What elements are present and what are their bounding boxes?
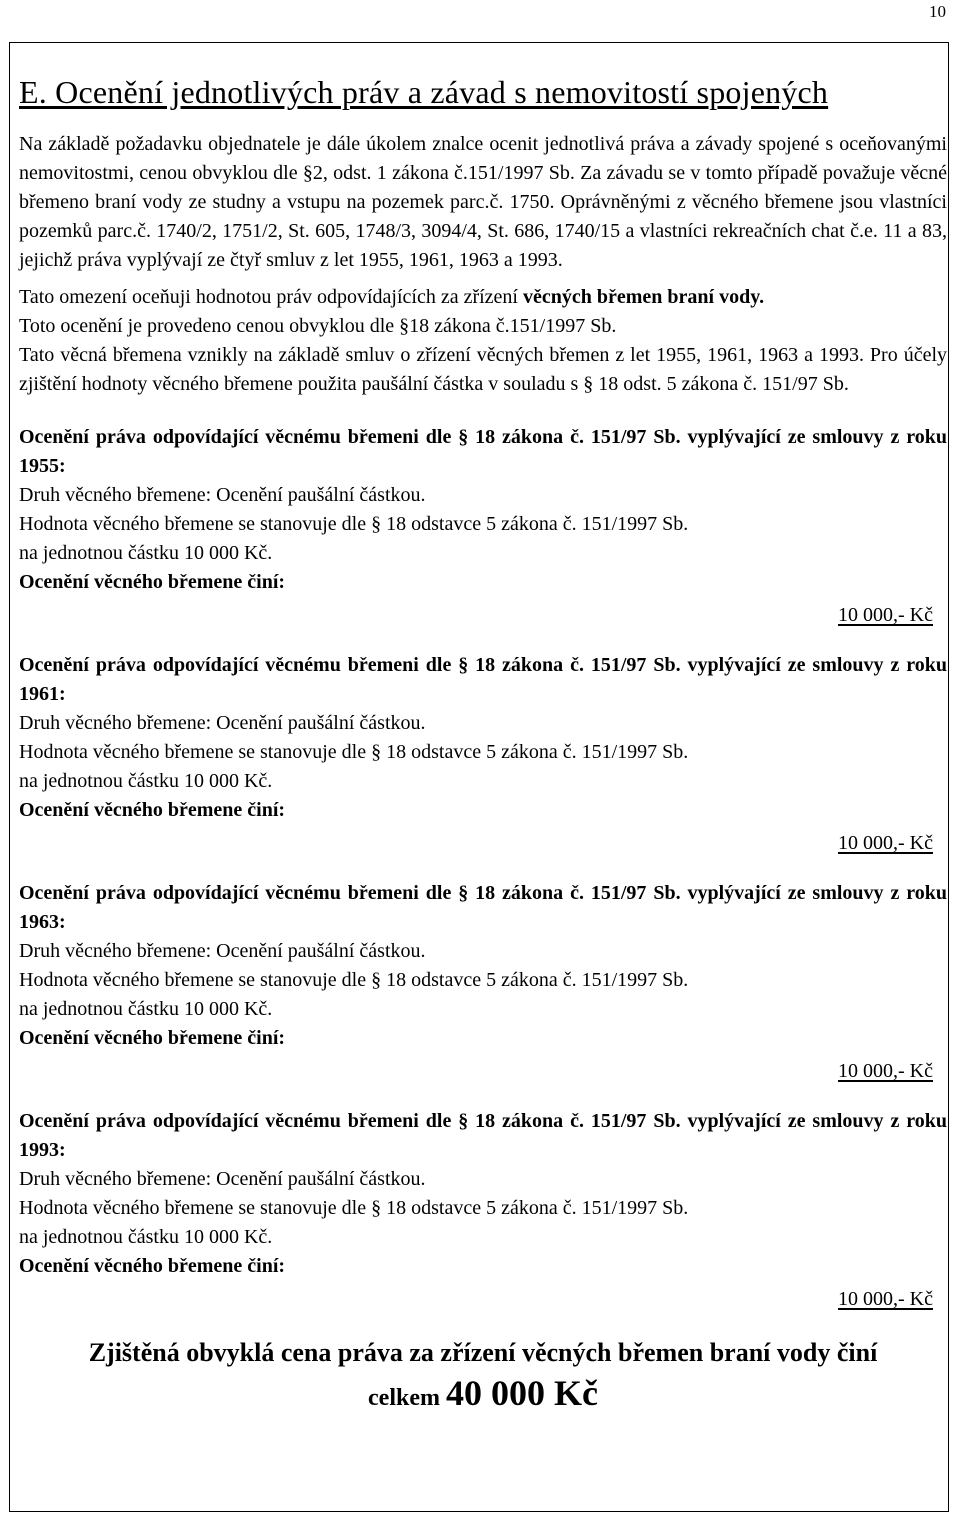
result-row [19, 601, 947, 630]
result-row [19, 1057, 947, 1086]
easement-value-basis: Hodnota věcného břemene se stanovuje dle § 18 odstavce 5 zákona č. 151/1997 Sb. [19, 969, 689, 991]
result-label: Ocenění věcného břemene činí: [19, 571, 286, 593]
intro-paragraph-2 [19, 283, 947, 312]
result-row [19, 829, 947, 858]
intro-paragraph-2-bold: věcných břemen braní vody. [522, 286, 765, 308]
easement-flat-amount: na jednotnou částku 10 000 Kč. [19, 998, 273, 1020]
intro-paragraph-1: Na základě požadavku objednatele je dále úkolem znalce ocenit jednotlivá práva a závady spojené s oceňovanými nemovitostmi, cenou obvyklou dle §2, odst. 1 zákona č.151/1997 Sb. Za závadu se v tomto případě považuje věcné břemeno braní vody ze studny a vstupu na pozemek parc.č. 1750. Oprávněnými z věcného břemene jsou vlastníci pozemků parc.č. 1740/2, 1751/2, St. 605, 1748/3, 3094/4, St. 686, 1740/15 a vlastníci rekreačních chat č.e. 11 a 83, jejichž práva vyplývají ze čtyř smluv z let 1955, 1961, 1963 a 1993. [19, 133, 947, 271]
total-prefix: celkem [368, 1385, 440, 1411]
result-row [19, 1285, 947, 1314]
valuation-section-1961 [19, 651, 947, 858]
easement-flat-amount: na jednotnou částku 10 000 Kč. [19, 770, 273, 792]
page-number: 10 [929, 2, 946, 21]
section-heading: Ocenění práva odpovídající věcnému břemeni dle § 18 zákona č. 151/97 Sb. vyplývající ze smlouvy z roku 1955: [19, 426, 947, 477]
easement-type: Druh věcného břemene: Ocenění paušální částkou. [19, 1168, 426, 1190]
section-heading: Ocenění práva odpovídající věcnému břemeni dle § 18 zákona č. 151/97 Sb. vyplývající ze smlouvy z roku 1961: [19, 654, 947, 705]
intro-paragraph-4: Tato věcná břemena vznikly na základě smluv o zřízení věcných břemen z let 1955, 1961, 1963 a 1993. Pro účely zjištění hodnoty věcného břemene použita paušální částka v souladu s § 18 odst. 5 zákona č. 151/97 Sb. [19, 344, 947, 395]
result-label: Ocenění věcného břemene činí: [19, 799, 286, 821]
total-caption: Zjištěná obvyklá cena práva za zřízení věcných břemen braní vody činí [88, 1338, 878, 1367]
valuation-section-1963 [19, 879, 947, 1086]
easement-value-basis: Hodnota věcného břemene se stanovuje dle § 18 odstavce 5 zákona č. 151/1997 Sb. [19, 1197, 689, 1219]
easement-type: Druh věcného břemene: Ocenění paušální částkou. [19, 712, 426, 734]
result-label: Ocenění věcného břemene činí: [19, 1255, 286, 1277]
easement-type: Druh věcného břemene: Ocenění paušální částkou. [19, 940, 426, 962]
easement-value-basis: Hodnota věcného břemene se stanovuje dle § 18 odstavce 5 zákona č. 151/1997 Sb. [19, 513, 689, 535]
easement-flat-amount: na jednotnou částku 10 000 Kč. [19, 1226, 273, 1248]
result-label: Ocenění věcného břemene činí: [19, 1027, 286, 1049]
intro-paragraph-3: Toto ocenění je provedeno cenou obvyklou dle §18 zákona č.151/1997 Sb. [19, 315, 617, 337]
section-heading: Ocenění práva odpovídající věcnému břemeni dle § 18 zákona č. 151/97 Sb. vyplývající ze smlouvy z roku 1993: [19, 1110, 947, 1161]
section-title: E. Ocenění jednotlivých práv a závad s nemovitostí spojených [19, 74, 829, 110]
total-value: 40 000 Kč [445, 1373, 598, 1413]
result-value: 10 000,- Kč [838, 604, 933, 626]
result-value: 10 000,- Kč [838, 832, 933, 854]
easement-type: Druh věcného břemene: Ocenění paušální částkou. [19, 484, 426, 506]
easement-value-basis: Hodnota věcného břemene se stanovuje dle § 18 odstavce 5 zákona č. 151/1997 Sb. [19, 741, 689, 763]
valuation-section-1955 [19, 423, 947, 630]
document-body [19, 72, 947, 1420]
easement-flat-amount: na jednotnou částku 10 000 Kč. [19, 542, 273, 564]
total-summary [19, 1335, 947, 1420]
intro-block [19, 130, 947, 399]
result-value: 10 000,- Kč [838, 1060, 933, 1082]
valuation-section-1993 [19, 1107, 947, 1314]
total-row [19, 1371, 947, 1420]
result-value: 10 000,- Kč [838, 1288, 933, 1310]
section-heading: Ocenění práva odpovídající věcnému břemeni dle § 18 zákona č. 151/97 Sb. vyplývající ze smlouvy z roku 1963: [19, 882, 947, 933]
intro-paragraph-2-text: Tato omezení oceňuji hodnotou práv odpovídajících za zřízení [19, 286, 523, 308]
